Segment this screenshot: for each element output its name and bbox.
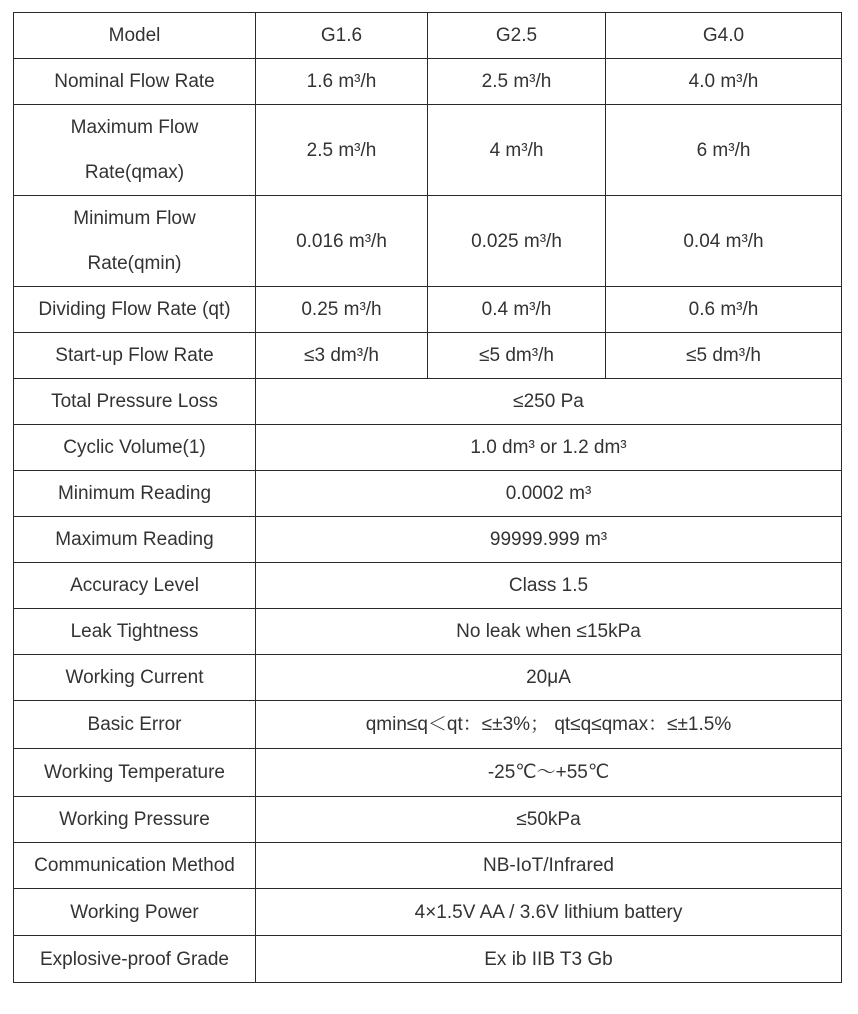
row-value: 0.4 m³/h [428,287,606,333]
row-value: 20μA [256,655,842,701]
gas-meter-spec-table [13,12,842,983]
row-value: ≤3 dm³/h [256,333,428,379]
model-header-cell: Model [14,13,256,59]
row-label: Total Pressure Loss [14,379,256,425]
model-g40-header: G4.0 [606,13,842,59]
row-label: Minimum Reading [14,471,256,517]
row-label: Working Temperature [14,749,256,797]
row-label-line: Rate(qmin) [87,253,182,274]
model-g16-header: G1.6 [256,13,428,59]
table-row [14,797,842,843]
row-label: Dividing Flow Rate (qt) [14,287,256,333]
row-value: 0.0002 m³ [256,471,842,517]
row-value: 0.25 m³/h [256,287,428,333]
table-row [14,517,842,563]
table-row [14,749,842,797]
table-row [14,936,842,983]
row-value: ≤5 dm³/h [606,333,842,379]
row-label [14,196,256,287]
row-label: Working Pressure [14,797,256,843]
row-label: Working Power [14,889,256,936]
row-value: -25℃～+55℃ [256,749,842,797]
row-label: Working Current [14,655,256,701]
row-value: Ex ib IIB T3 Gb [256,936,842,983]
table-row [14,471,842,517]
table-header-row [14,13,842,59]
row-value: ≤50kPa [256,797,842,843]
model-g25-header: G2.5 [428,13,606,59]
row-label-line: Minimum Flow [73,208,196,229]
row-value: 1.6 m³/h [256,59,428,105]
row-value: 1.0 dm³ or 1.2 dm³ [256,425,842,471]
row-label: Accuracy Level [14,563,256,609]
row-value: 4.0 m³/h [606,59,842,105]
row-value: ≤250 Pa [256,379,842,425]
row-value: 4×1.5V AA / 3.6V lithium battery [256,889,842,936]
row-value: qmin≤q＜qt：≤±3%； qt≤q≤qmax：≤±1.5% [256,701,842,749]
table-row [14,333,842,379]
row-label: Maximum Reading [14,517,256,563]
row-label: Basic Error [14,701,256,749]
spec-table-container [13,12,842,983]
table-row [14,379,842,425]
row-value: 99999.999 m³ [256,517,842,563]
row-label: Communication Method [14,843,256,889]
row-value: No leak when ≤15kPa [256,609,842,655]
row-label: Start-up Flow Rate [14,333,256,379]
table-row [14,105,842,196]
row-value: 0.025 m³/h [428,196,606,287]
table-row [14,609,842,655]
row-label: Explosive-proof Grade [14,936,256,983]
row-label [14,105,256,196]
row-value: 2.5 m³/h [428,59,606,105]
table-row [14,287,842,333]
row-value: NB-IoT/Infrared [256,843,842,889]
row-value: 0.016 m³/h [256,196,428,287]
row-value: ≤5 dm³/h [428,333,606,379]
row-value: 4 m³/h [428,105,606,196]
table-row [14,701,842,749]
row-label-line: Maximum Flow [70,117,199,138]
table-row [14,59,842,105]
row-label-line: Rate(qmax) [84,162,185,183]
table-row [14,889,842,936]
row-label: Leak Tightness [14,609,256,655]
row-value: Class 1.5 [256,563,842,609]
table-row [14,655,842,701]
table-row [14,196,842,287]
row-value: 2.5 m³/h [256,105,428,196]
table-row [14,425,842,471]
row-value: 0.6 m³/h [606,287,842,333]
row-value: 6 m³/h [606,105,842,196]
table-row [14,563,842,609]
row-label: Nominal Flow Rate [14,59,256,105]
row-value: 0.04 m³/h [606,196,842,287]
table-row [14,843,842,889]
row-label: Cyclic Volume(1) [14,425,256,471]
